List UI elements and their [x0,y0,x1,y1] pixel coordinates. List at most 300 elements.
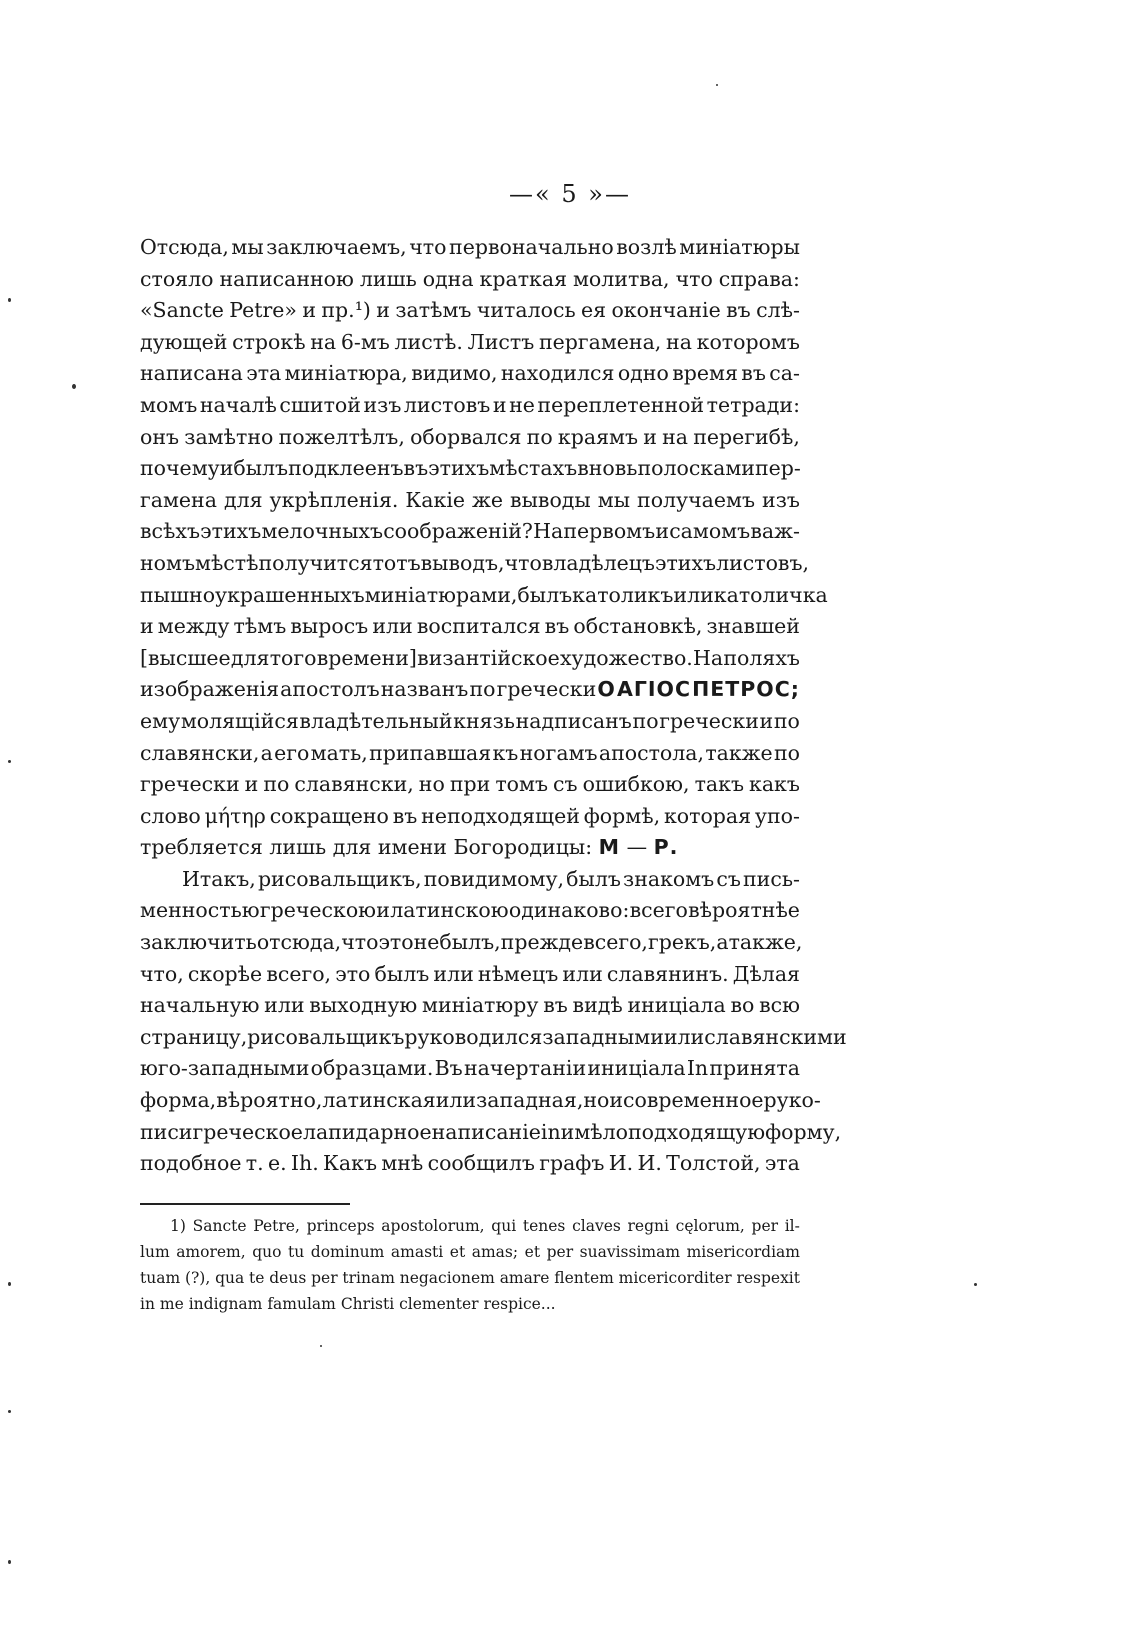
word: менностью [140,898,260,923]
word: отсюда, [256,930,342,955]
word: Дѣлая [732,961,800,986]
word: эта [246,361,282,386]
word: формѣ, [583,803,661,828]
body-line [140,832,800,864]
word: оборвался [410,424,522,449]
body-line [140,801,800,833]
word: написаніе [431,1119,541,1144]
word: на [662,424,688,449]
body-line [140,611,800,643]
word: миніатюру [422,993,539,1018]
word: и [609,1088,624,1113]
word: tenes [522,1217,566,1235]
word: т. [245,1151,264,1176]
word: томъ [495,772,548,797]
word: гамена [140,487,217,512]
word: въ [726,298,751,323]
word: per [751,1217,779,1235]
word: Листъ [467,329,535,354]
word: затѣмъ [395,298,472,323]
body-line [140,1085,821,1117]
word: видимо, [411,361,498,386]
word: былъ [566,866,621,891]
word: форма, [140,1088,217,1113]
body-line [140,674,800,706]
word: славянскими [704,1024,847,1049]
word: всего [629,898,688,923]
word: юго-западными [140,1056,310,1081]
word: И. [608,1151,634,1176]
word: молитва, [572,266,670,291]
word: и [759,708,774,733]
body-line [140,1053,800,1085]
word: не [413,930,440,955]
word: Богородицы: [453,835,593,860]
word: regni [627,1217,669,1235]
word: греческое [192,1119,303,1144]
word: во [730,993,755,1018]
word: или [264,993,305,1018]
word: византійское [417,645,560,670]
body-line [140,927,803,959]
word: католичка [713,582,828,607]
word: пожелтѣлъ, [278,424,405,449]
word: сокращено [269,803,389,828]
word: всѣхъ [140,519,200,544]
word: In [686,1056,709,1081]
word: или [433,961,474,986]
word: первомъ [563,519,656,544]
word: былъ [517,582,573,607]
word: in [140,1295,155,1313]
word: между [157,614,230,639]
word: требляется [140,835,263,860]
word: славянски, [140,740,260,765]
word: замѣтно [184,424,274,449]
word: in [540,1119,561,1144]
word: не [509,392,535,417]
word: или [372,614,413,639]
word: Μ [598,835,621,860]
word: или [435,1088,477,1113]
word: qua [215,1269,245,1287]
word: также [705,740,773,765]
word: слѣ- [756,298,800,323]
word: переплетенной [537,392,705,417]
word: тотъ [372,550,421,575]
word: къ [492,740,519,765]
footnote-line [140,1213,800,1239]
body-line [140,327,800,359]
word: и [376,298,390,323]
word: вѣроятно, [216,1088,323,1113]
word: подходящую [628,1119,766,1144]
word: время [672,361,738,386]
word: по [263,772,290,797]
word: et [524,1243,541,1261]
word: Итакъ, [182,866,256,891]
word: слово [140,803,201,828]
word: гречески [496,677,597,702]
word: tu [288,1243,305,1261]
footnote-line [140,1291,800,1317]
word: per [546,1243,574,1261]
word: 6-мъ [340,329,390,354]
body-line [140,264,800,296]
word: misericordiam [686,1243,800,1261]
word: что [675,266,713,291]
word: по [469,677,496,702]
word: и [302,298,317,323]
word: видѣ [572,993,623,1018]
word: художество. [560,645,693,670]
word: въ [403,456,429,481]
word: гречески [659,708,759,733]
word: упо- [754,803,800,828]
word: или [673,582,714,607]
word: въ [544,614,570,639]
word: иниціала [587,1056,686,1081]
word: того [269,645,317,670]
word: времени] [316,645,417,670]
word: краткая [479,266,568,291]
word: руководился [404,1024,543,1049]
word: пер- [754,456,801,481]
word: ΑΓΙΟϹ [616,677,691,702]
word: clementer [399,1295,479,1313]
body-line [140,895,800,927]
word: выводъ, [420,550,505,575]
word: и [655,519,670,544]
word: для [230,645,270,670]
word: получаемъ [637,487,756,512]
word: такъ [694,772,744,797]
word: ошибкою, [582,772,690,797]
word: пергамена, [538,329,662,354]
word: его [274,740,310,765]
word: вѣроятнѣе [688,898,800,923]
word: получится [258,550,373,575]
word: момъ [140,392,198,417]
word: tuam [140,1269,181,1287]
word: Какъ [323,1151,377,1176]
word: одна [422,266,474,291]
word: и [643,424,657,449]
word: славянски, [294,772,414,797]
word: suavissimam [579,1243,681,1261]
word: тетради: [706,392,800,417]
scan-speck [8,1410,11,1413]
word: dominum [310,1243,385,1261]
word: а [716,930,729,955]
scan-speck [974,1283,977,1286]
word: ея [581,298,607,323]
word: эта [764,1151,800,1176]
word: подобное [140,1151,242,1176]
word: вновь [577,456,638,481]
word: тѣмъ [233,614,287,639]
body-line [140,485,800,517]
word: quo [252,1243,282,1261]
word: il- [784,1217,800,1235]
body-line [140,516,800,548]
word: ΠΕΤΡΟϹ; [692,677,800,702]
word: сообщилъ [427,1151,535,1176]
word: онъ [140,424,180,449]
scan-speck [72,384,76,389]
word: листовъ [403,392,491,417]
word: листѣ. [394,329,463,354]
word: 1) [170,1217,186,1235]
word: номъ [140,550,195,575]
word: изъ [762,487,800,512]
word: са- [769,361,800,386]
word: латинская [322,1088,436,1113]
word: принята [709,1056,800,1081]
word: знакомъ [623,866,715,891]
word: — [626,835,648,860]
word: апостола, [598,740,705,765]
word: находился [500,361,615,386]
word: стояло [140,266,214,291]
body-line [140,358,800,390]
word: мать, [310,740,368,765]
word: начальную [140,993,260,1018]
word: краямъ [557,424,638,449]
word: возлѣ [616,235,677,259]
word: одинаково: [508,898,630,923]
word: укрѣпленія. [269,487,399,512]
word: лишь [359,266,417,291]
word: по [526,424,553,449]
word: католикъ [572,582,674,607]
word: написана [140,361,243,386]
word: или [562,961,603,986]
word: deus [269,1269,307,1287]
body-line [140,769,800,801]
word: micericorditer [618,1269,732,1287]
word: этихъ [654,550,717,575]
scan-speck [8,760,11,763]
word: Въ [434,1056,463,1081]
word: воспитался [416,614,541,639]
word: мы [231,235,264,259]
word: что [409,235,447,259]
word: Christi [340,1295,395,1313]
word: что, [140,961,184,986]
word: въ [741,361,766,386]
word: respice... [483,1295,556,1313]
body-line [140,990,800,1022]
footnote-rule [140,1203,350,1205]
word: которомъ [696,329,800,354]
word: negacionem [399,1269,495,1287]
scan-speck [8,1560,11,1564]
word: изображенія [140,677,280,702]
word: indignam [188,1295,263,1313]
word: respexit [736,1269,800,1287]
word: заключаемъ, [266,235,407,259]
word: мы [597,487,631,512]
word: amasti [390,1243,444,1261]
word: строкѣ [232,329,306,354]
word: руко- [763,1088,821,1113]
word: которая [663,803,752,828]
word: сшитой [279,392,361,417]
word: первоначально [449,235,614,259]
word: по [773,740,800,765]
word: princeps [306,1217,375,1235]
word: знавшей [706,614,800,639]
word: грекъ, [647,930,717,955]
body-line [140,706,800,738]
word: имѣло [560,1119,629,1144]
word: названъ [380,677,469,702]
word: Petre, [253,1217,300,1235]
scan-speck [716,84,718,86]
word: рисовальщикъ [247,1024,405,1049]
word: одно [617,361,669,386]
word: перегибѣ, [693,424,800,449]
page-number: —« 5 »— [509,180,631,208]
word: начертаніи [463,1056,587,1081]
word: былъ [233,456,289,481]
scan-speck [320,1345,322,1347]
body-line [140,453,800,485]
word: per [311,1269,338,1287]
body-text [140,232,847,1180]
word: И. [637,1151,662,1176]
word: поляхъ [723,645,800,670]
body-line [140,959,800,991]
word: Sancte [192,1217,247,1235]
scan-speck [8,298,11,302]
body-line [140,390,800,422]
word: или [663,1024,705,1049]
word: миніатюрами, [364,582,518,607]
word: греческою [259,898,377,923]
word: пр.¹) [321,298,371,323]
word: написанною [219,266,354,291]
word: изъ [363,392,402,417]
word: lum [140,1243,170,1261]
word: для [332,835,372,860]
body-line [140,738,800,770]
word: Petre» [229,298,297,323]
word: [высшее [140,645,231,670]
word: мѣстѣ [195,550,259,575]
word: апостолъ [280,677,380,702]
footnote [140,1213,800,1317]
word: страницу, [140,1024,248,1049]
word: но [418,772,445,797]
word: amorem, [176,1243,246,1261]
word: листовъ, [716,550,810,575]
word: надписанъ [515,708,632,733]
word: важ- [750,519,800,544]
word: на [310,329,337,354]
word: qui [491,1217,517,1235]
word: почему [140,456,220,481]
word: прежде [500,930,584,955]
word: полосками [637,456,755,481]
word: графъ [539,1151,605,1176]
word: Толстой, [666,1151,761,1176]
word: дующей [140,329,228,354]
word: на [666,329,692,354]
word: amas; [471,1243,519,1261]
word: читалось [476,298,576,323]
word: съ [553,772,578,797]
body-line [140,1022,847,1054]
word: пись- [743,866,800,891]
word: и [244,772,259,797]
word: На [693,645,724,670]
word: это [335,961,371,986]
word: famulam [267,1295,336,1313]
word: мнѣ [381,1151,424,1176]
scan-speck [8,1282,11,1286]
word: подклеенъ [288,456,404,481]
word: заключить [140,930,257,955]
word: этихъ [428,456,490,481]
word: справа: [718,266,800,291]
word: te [249,1269,265,1287]
body-line [140,643,800,675]
word: мелочныхъ [261,519,384,544]
word: въ [543,993,568,1018]
word: amare [499,1269,550,1287]
word: (?), [184,1269,211,1287]
word: и [219,456,234,481]
word: ему [140,708,181,733]
word: et [449,1243,466,1261]
word: нѣмецъ [477,961,559,986]
word: и [376,898,390,923]
word: это [378,930,414,955]
word: окончаніе [611,298,721,323]
word: apostolorum, [381,1217,485,1235]
word: въ [392,803,418,828]
word: но [583,1088,610,1113]
word: западная, [476,1088,584,1113]
word: выводы [510,487,591,512]
word: всего, [583,930,648,955]
word: выходную [309,993,418,1018]
word: ногамъ [519,740,598,765]
word: trinam [342,1269,395,1287]
body-line [140,864,800,896]
word: обстановкѣ, [573,614,703,639]
word: при [449,772,491,797]
body-line [140,295,800,327]
word: пышно [140,582,216,607]
word: какъ [749,772,800,797]
word: е. [267,1151,287,1176]
word: для [223,487,263,512]
word: западными [542,1024,664,1049]
word: писи [140,1119,193,1144]
footnote-line [140,1265,800,1291]
word: лапидарное [302,1119,432,1144]
word: «Sancte [140,298,224,323]
word: началѣ [199,392,277,417]
word: Отсюда, [140,235,229,259]
word: также, [728,930,803,955]
word: латинскою [390,898,509,923]
word: мѣстахъ [489,456,578,481]
word: скорѣе [187,961,263,986]
